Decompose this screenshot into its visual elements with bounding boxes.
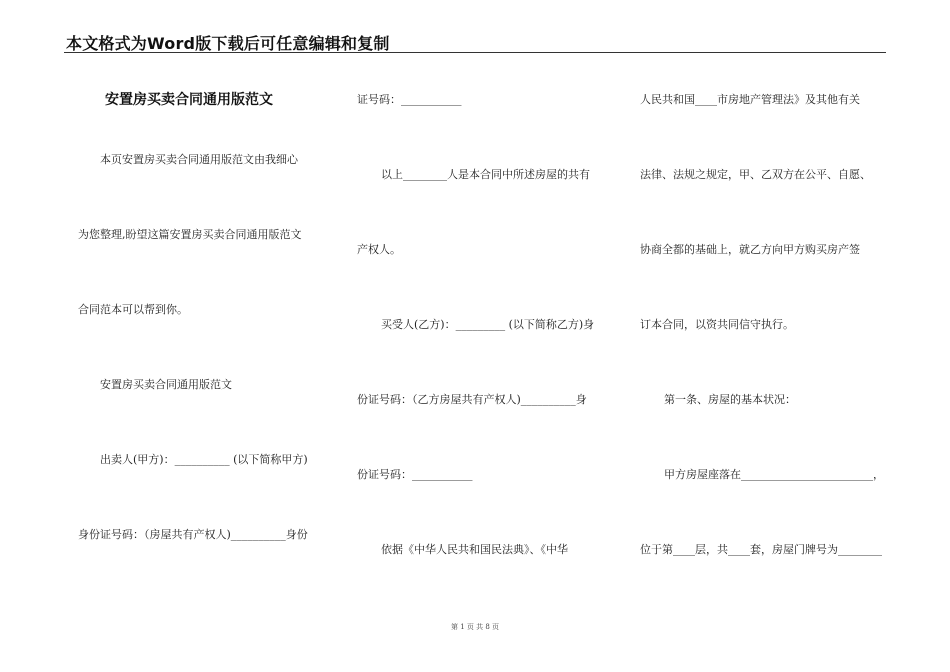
paragraph-line: 协商全都的基础上，就乙方向甲方购买房产签 — [640, 243, 860, 256]
paragraph-line: 份证号码：（乙方房屋共有产权人)__________身 — [357, 393, 587, 406]
paragraph-line: 安置房买卖合同通用版范文 — [100, 378, 232, 391]
page-number: 第 1 页 共 8 页 — [450, 623, 500, 631]
paragraph-line: 为您整理,盼望这篇安置房买卖合同通用版范文 — [78, 228, 302, 241]
paragraph-line: 第一条、房屋的基本状况： — [664, 393, 796, 406]
paragraph-line: 买受人(乙方)：_________ (以下简称乙方)身 — [381, 318, 595, 331]
paragraph-line: 本页安置房买卖合同通用版范文由我细心 — [100, 153, 298, 166]
document-header-title: 本文格式为Word版下载后可任意编辑和复制 — [66, 34, 390, 53]
paragraph-line: 依据《中华人民共和国民法典》、《中华 — [381, 543, 568, 556]
paragraph-line: 订本合同，以资共同信守执行。 — [640, 318, 794, 331]
paragraph-line: 人民共和国____市房地产管理法》及其他有关 — [640, 93, 860, 106]
paragraph-line: 产权人。 — [357, 243, 401, 256]
paragraph-line: 甲方房屋座落在________________________， — [664, 468, 884, 481]
paragraph-line: 合同范本可以帮到你。 — [78, 303, 188, 316]
paragraph-line: 出卖人(甲方)：__________ (以下简称甲方) — [100, 453, 308, 466]
paragraph-line: 证号码：___________ — [357, 93, 462, 106]
paragraph-line: 身份证号码：（房屋共有产权人)__________身份 — [78, 528, 308, 541]
header-rule — [64, 52, 886, 53]
document-title: 安置房买卖合同通用版范文 — [105, 92, 273, 108]
paragraph-line: 份证号码：___________ — [357, 468, 473, 481]
paragraph-line: 法律、法规之规定，甲、乙双方在公平、自愿、 — [640, 168, 871, 181]
paragraph-line: 以上________人是本合同中所述房屋的共有 — [381, 168, 590, 181]
paragraph-line: 位于第____层，共____套，房屋门牌号为________ — [640, 543, 882, 556]
